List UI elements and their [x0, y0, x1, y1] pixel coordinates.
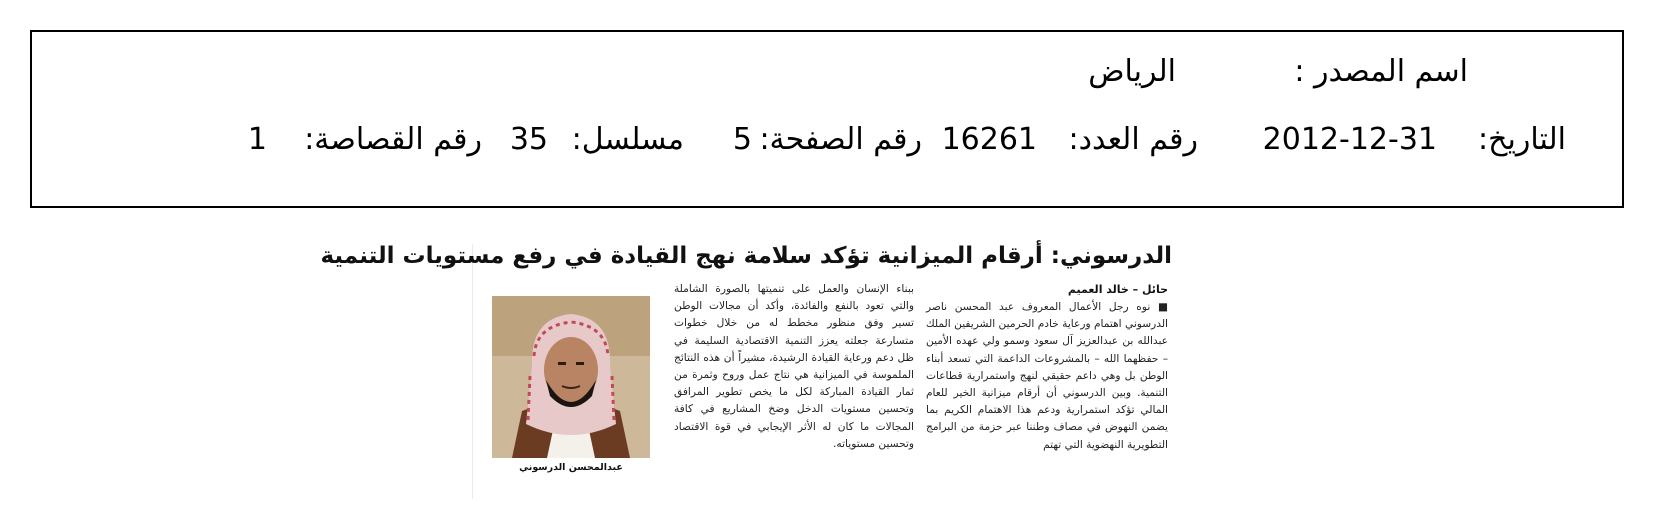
article-column-middle: ببناء الإنسان والعمل على تنميتها بالصورة الشاملة والتي تعود بالنفع والفائدة، وأكد أن مجالات الوطن تسير وفق منظور مخطط له من خلال خطوات متسارعة جعلته يعزز التنمية الاقتصادية السليمة في ظل دعم ورعاية القيادة الرشيدة، مشيراً أن هذه النتائج الملموسة في الميزانية هي نتاج عمل وروح وثمرة من ثمار القيادة المباركة لكل ما يخص تطوير المرافق وتحسين مستويات الدخل وضخ المشاريع في كافة المجالات ما كان له الأثر الإيجابي في قوة الاقتصاد وتحسين مستوياته. [674, 283, 914, 450]
clipping-value: 1 [247, 122, 267, 157]
clipping-edge [472, 244, 473, 499]
date-label: التاريخ: [1478, 122, 1566, 157]
date-value: 2012-12-31 [1262, 122, 1437, 157]
issue-value: 16261 [941, 122, 1037, 157]
newspaper-clipping [320, 236, 1176, 500]
article-byline: حائل – خالد العميم [1067, 283, 1168, 296]
source-label: اسم المصدر : [1294, 54, 1468, 89]
portrait-illustration [492, 296, 650, 458]
article-column-right: ■ نوه رجل الأعمال المعروف عبد المحسن ناصر الدرسوني اهتمام ورعاية خادم الحرمين الشريفين الملك عبدالله بن عبدالعزيز آل سعود وسمو ولي عهده الأمين – حفظهما الله – بالمشروعات الداعمة التي تسعد أبناء الوطن بل وهي داعم حقيقي لنهج واستمرارية قطاعات التنمية. وبين الدرسوني أن أرقام ميزانية الخير للعام المالي تؤكد استمرارية ودعم هذا الاهتمام الكريم بما يضمن النهوض في مصاف وطننا عبر حزمة من البرامج التطويرية النهضوية التي تهتم [926, 301, 1168, 451]
clipping-label: رقم القصاصة: [304, 122, 482, 157]
photo-caption: عبدالمحسن الدرسوني [519, 462, 623, 473]
clipping-metadata-box [30, 30, 1624, 208]
serial-label: مسلسل: [571, 122, 684, 157]
source-value: الرياض [1088, 54, 1176, 89]
page-label: رقم الصفحة: [759, 122, 922, 157]
portrait-photo [492, 296, 650, 458]
issue-label: رقم العدد: [1068, 122, 1198, 157]
serial-value: 35 [509, 122, 548, 157]
page-value: 5 [732, 122, 752, 157]
article-headline: الدرسوني: أرقام الميزانية تؤكد سلامة نهج القيادة في رفع مستويات التنمية [320, 243, 1172, 269]
